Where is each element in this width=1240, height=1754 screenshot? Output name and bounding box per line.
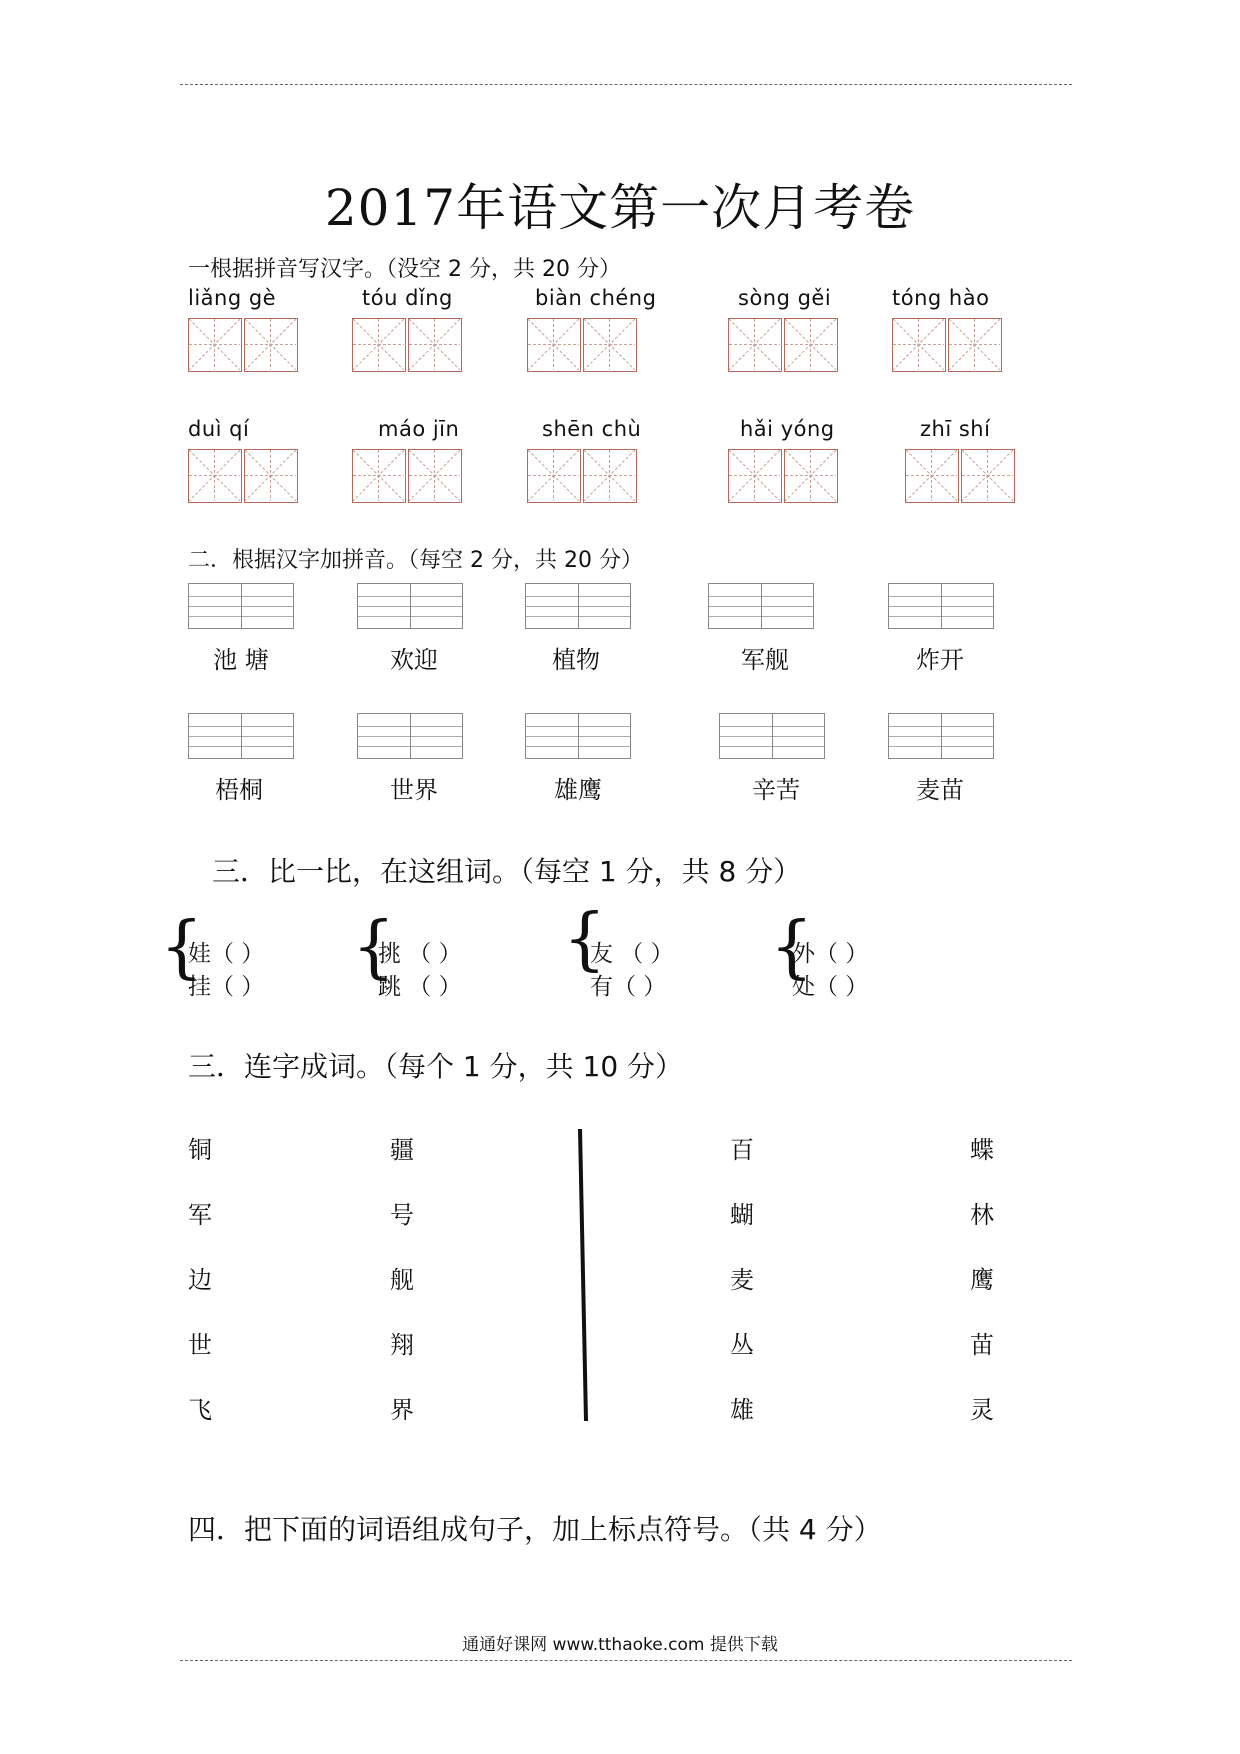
compare-4b: 处（ ） [792,974,869,1000]
compare-2b: 跳 （ ） [378,974,462,1000]
footer-text: 通通好课网 www.tthaoke.com 提供下载 [462,1635,778,1655]
word-6: 梧桐 [215,776,263,804]
tian-cell[interactable] [961,449,1015,503]
tian-cell[interactable] [948,318,1002,372]
word-1: 池 塘 [213,646,269,674]
tian-cell[interactable] [892,318,946,372]
match-col1-1[interactable]: 铜 [188,1136,212,1164]
pinyin-7: máo jīn [378,417,460,441]
match-col3-3[interactable]: 麦 [730,1266,754,1294]
compare-1b: 挂（ ） [188,974,265,1000]
compare-3b: 有（ ） [590,974,667,1000]
brace-4: { [770,908,814,987]
pinyin-box-2[interactable] [357,583,463,629]
match-col1-5[interactable]: 飞 [188,1396,212,1424]
tian-cell[interactable] [728,449,782,503]
word-7: 世界 [390,776,438,804]
brace-3: { [563,900,607,979]
section-1-heading: 一根据拼音写汉字。（没空 2 分，共 20 分） [188,257,621,282]
tian-cell[interactable] [583,449,637,503]
tian-cell[interactable] [244,318,298,372]
match-col3-4[interactable]: 丛 [730,1331,754,1359]
pinyin-box-4[interactable] [708,583,814,629]
pinyin-box-3[interactable] [525,583,631,629]
section-3-heading: 三．比一比，在这组词。（每空 1 分，共 8 分） [212,855,802,888]
word-2: 欢迎 [390,646,438,674]
tian-cell[interactable] [408,449,462,503]
divider-line [570,1125,590,1425]
compare-3a: 友 （ ） [590,941,674,967]
pinyin-5: tóng hào [892,286,990,310]
pinyin-6: duì qí [188,417,250,441]
tian-cell[interactable] [244,449,298,503]
tian-grid-6[interactable] [188,449,300,503]
brace-2: { [352,908,396,987]
tian-cell[interactable] [408,318,462,372]
tian-cell[interactable] [784,449,838,503]
match-col3-1[interactable]: 百 [730,1136,754,1164]
tian-grid-10[interactable] [905,449,1017,503]
match-col2-5[interactable]: 界 [390,1396,414,1424]
match-col1-4[interactable]: 世 [188,1331,212,1359]
word-9: 辛苦 [752,776,800,804]
pinyin-9: hǎi yóng [740,417,835,441]
word-4: 军舰 [741,646,789,674]
pinyin-4: sòng gěi [738,286,832,310]
tian-cell[interactable] [784,318,838,372]
tian-cell[interactable] [188,449,242,503]
section-2-heading: 二．根据汉字加拼音。（每空 2 分，共 20 分） [188,548,643,573]
tian-grid-9[interactable] [728,449,840,503]
tian-cell[interactable] [905,449,959,503]
section-4-heading: 三．连字成词。（每个 1 分，共 10 分） [188,1050,684,1083]
tian-cell[interactable] [527,449,581,503]
tian-cell[interactable] [352,449,406,503]
match-col4-2[interactable]: 林 [970,1201,994,1229]
pinyin-box-6[interactable] [188,713,294,759]
tian-cell[interactable] [188,318,242,372]
tian-cell[interactable] [728,318,782,372]
match-col2-1[interactable]: 疆 [390,1136,414,1164]
match-col3-5[interactable]: 雄 [730,1396,754,1424]
match-col4-3[interactable]: 鹰 [970,1266,994,1294]
match-col3-2[interactable]: 蝴 [730,1201,754,1229]
pinyin-3: biàn chéng [535,286,657,310]
brace-1: { [160,908,204,987]
match-col4-5[interactable]: 灵 [970,1396,994,1424]
bottom-dashed-rule [180,1660,1072,1661]
compare-2a: 挑 （ ） [378,941,462,967]
page-title: 2017年语文第一次月考卷 [324,179,916,237]
pinyin-box-9[interactable] [719,713,825,759]
tian-grid-7[interactable] [352,449,464,503]
pinyin-box-5[interactable] [888,583,994,629]
tian-cell[interactable] [352,318,406,372]
match-col4-1[interactable]: 蝶 [970,1136,994,1164]
match-col1-2[interactable]: 军 [188,1201,212,1229]
pinyin-box-1[interactable] [188,583,294,629]
tian-grid-8[interactable] [527,449,639,503]
pinyin-box-10[interactable] [888,713,994,759]
section-5-heading: 四．把下面的词语组成句子，加上标点符号。（共 4 分） [188,1513,882,1546]
match-col2-3[interactable]: 舰 [390,1266,414,1294]
pinyin-2: tóu dǐng [362,286,453,310]
compare-1a: 娃（ ） [188,941,265,967]
tian-cell[interactable] [583,318,637,372]
tian-cell[interactable] [527,318,581,372]
match-col1-3[interactable]: 边 [188,1266,212,1294]
pinyin-8: shēn chù [542,417,642,441]
match-col2-2[interactable]: 号 [390,1201,414,1229]
pinyin-10: zhī shí [920,417,991,441]
word-8: 雄鹰 [554,776,602,804]
tian-grid-1[interactable] [188,318,300,372]
pinyin-1: liǎng gè [188,286,277,310]
tian-grid-5[interactable] [892,318,1004,372]
match-col2-4[interactable]: 翔 [390,1331,414,1359]
word-5: 炸开 [916,646,964,674]
pinyin-box-7[interactable] [357,713,463,759]
compare-4a: 外（ ） [792,941,869,967]
top-dashed-rule [180,84,1072,85]
tian-grid-3[interactable] [527,318,639,372]
word-3: 植物 [552,646,600,674]
pinyin-box-8[interactable] [525,713,631,759]
match-col4-4[interactable]: 苗 [970,1331,994,1359]
tian-grid-4[interactable] [728,318,840,372]
word-10: 麦苗 [916,776,964,804]
tian-grid-2[interactable] [352,318,464,372]
